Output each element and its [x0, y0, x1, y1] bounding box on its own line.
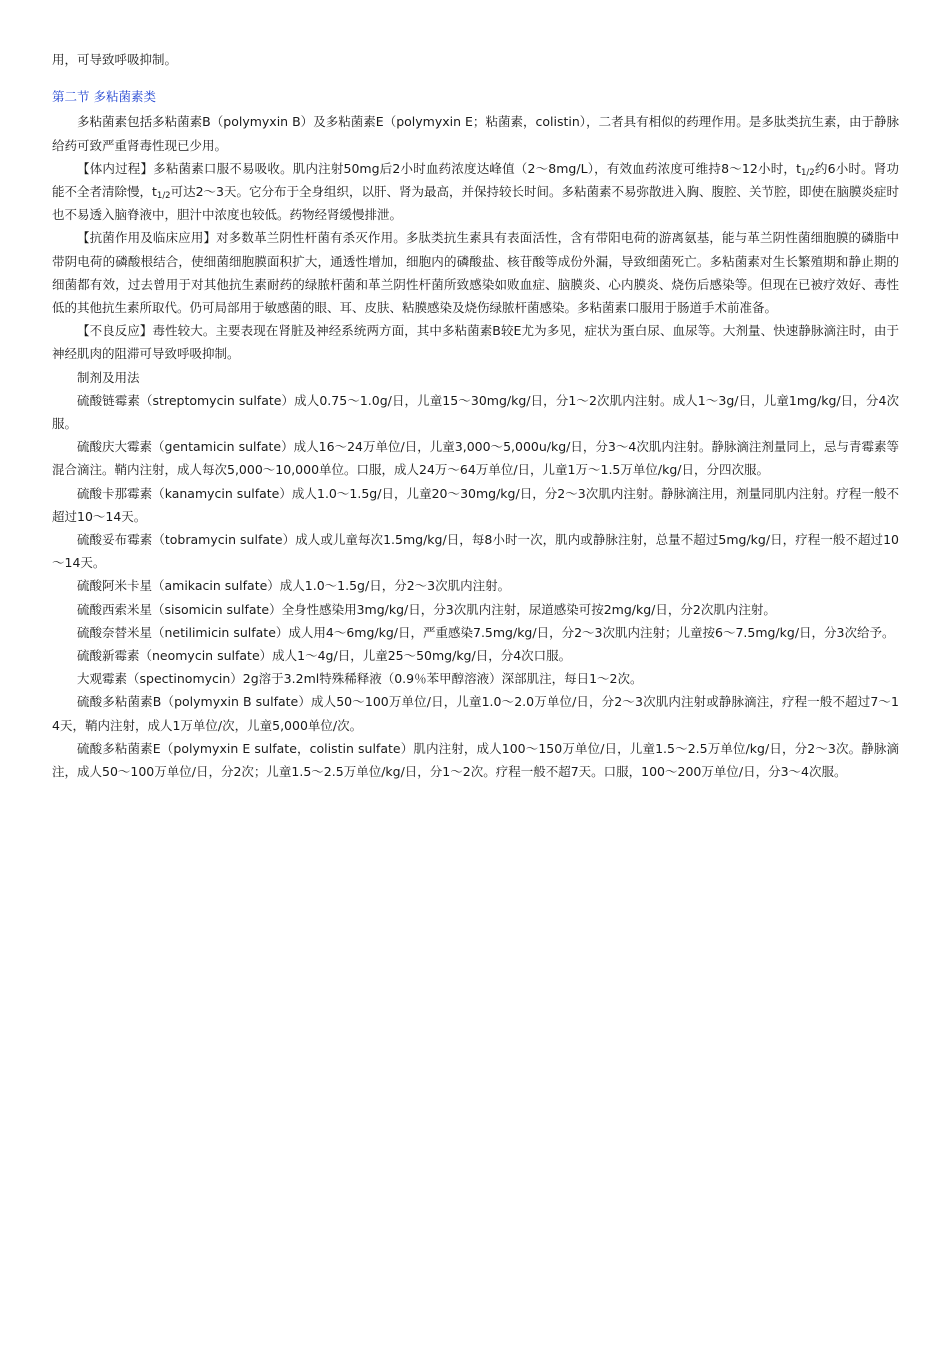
preparation-item: 硫酸庆大霉素（gentamicin sulfate）成人16～24万单位/日，儿童3,000～5,000u/kg/日，分3～4次肌内注射。静脉滴注剂量同上，忌与青霉素等混合滴注。鞘内注射，成人每次5,000～10,000单位。口服，成人24万～64万单位/日，儿童1万～1.5万单位/kg/日，分四次服。 [52, 439, 899, 478]
preparation-item: 硫酸妥布霉素（tobramycin sulfate）成人或儿童每次1.5mg/kg/日，每8小时一次，肌内或静脉注射，总量不超过5mg/kg/日，疗程一般不超过10～14天。 [52, 532, 899, 571]
preparation-item: 硫酸多粘菌素B（polymyxin B sulfate）成人50～100万单位/日，儿童1.0～2.0万单位/日，分2～3次肌内注射或静脉滴注，疗程一般不超过7～14天，鞘内注射，成人1万单位/次，儿童5,000单位/次。 [52, 694, 899, 733]
preparation-item: 硫酸西索米星（sisomicin sulfate）全身性感染用3mg/kg/日，分3次肌内注射，尿道感染可按2mg/kg/日，分2次肌内注射。 [77, 601, 776, 617]
half-life-subscript: 1/2 [156, 191, 171, 202]
pharmacokinetics-text-3: 可达2～3天。它分布于全身组织，以肝、肾为最高，并保持较长时间。多粘菌素不易弥散进入胸、腹腔、关节腔，即使在脑膜炎症时也不易透入脑脊液中，胆汁中浓度也较低。药物经肾缓慢排泄。 [52, 184, 900, 223]
adverse-text: 毒性较大。主要表现在肾脏及神经系统两方面，其中多粘菌素B较E尤为多见，症状为蛋白尿、血尿等。大剂量、快速静脉滴注时，由于神经肌肉的阻滞可导致呼吸抑制。 [52, 323, 899, 362]
pharmacokinetics-text-1: 多粘菌素口服不易吸收。肌内注射50mg后2小时血药浓度达峰值（2～8mg/L），有效血药浓度可维持8～12小时，t [153, 160, 801, 176]
antibacterial-label: 【抗菌作用及临床应用】 [77, 230, 217, 246]
preparation-item: 硫酸链霉素（streptomycin sulfate）成人0.75～1.0g/日，儿童15～30mg/kg/日，分1～2次肌内注射。成人1～3g/日，儿童1mg/kg/日，分4次服。 [52, 392, 899, 432]
preparation-item: 硫酸卡那霉素（kanamycin sulfate）成人1.0～1.5g/日，儿童20～30mg/kg/日，分2～3次肌内注射。静脉滴注用，剂量同肌内注射。疗程一般不超过10～14天。 [52, 485, 899, 524]
adverse-paragraph [52, 319, 899, 365]
pharmacokinetics-label: 【体内过程】 [77, 160, 154, 176]
intro-paragraph: 多粘菌素包括多粘菌素B（polymyxin B）及多粘菌素E（polymyxin E；粘菌素，colistin），二者具有相似的药理作用。是多肽类抗生素，由于静脉给药可致严重肾毒性现已少用。 [52, 114, 899, 153]
antibacterial-paragraph [52, 226, 899, 319]
preparation-item: 硫酸多粘菌素E（polymyxin E sulfate，colistin sulfate）肌内注射，成人100～150万单位/日，儿童1.5～2.5万单位/kg/日，分2～3次。静脉滴注，成人50～100万单位/日，分2次；儿童1.5～2.5万单位/kg/日，分1～2次。疗程一般不超7天。口服，100～200万单位/日，分3～4次服。 [52, 740, 899, 780]
preparation-item: 硫酸奈替米星（netilimicin sulfate）成人用4～6mg/kg/日，严重感染7.5mg/kg/日，分2～3次肌内注射；儿童按6～7.5mg/kg/日，分3次给予。 [77, 624, 895, 640]
half-life-subscript: 1/2 [801, 167, 815, 178]
pharmacokinetics-text-2: 约6小时。肾功能不全者清除慢，t [52, 160, 899, 200]
pharmacokinetics-paragraph [52, 157, 899, 227]
adverse-label: 【不良反应】 [77, 323, 153, 339]
preparation-item: 硫酸阿米卡星（amikacin sulfate）成人1.0～1.5g/日，分2～3次肌内注射。 [77, 578, 511, 594]
preparation-item: 大观霉素（spectinomycin）2g溶于3.2ml特殊稀释液（0.9％苯甲醇溶液）深部肌注，每日1～2次。 [77, 671, 643, 687]
dosage-heading: 制剂及用法 [77, 369, 140, 385]
antibacterial-text: 对多数革兰阴性杆菌有杀灭作用。多肽类抗生素具有表面活性，含有带阳电荷的游离氨基，能与革兰阴性菌细胞膜的磷脂中带阴电荷的磷酸根结合，使细菌细胞膜面积扩大，通透性增加，细胞内的磷酸盐、核苷酸等成份外漏，导致细菌死亡。多粘菌素对生长繁殖期和静止期的细菌都有效，过去曾用于对其他抗生素耐药的绿脓杆菌和革兰阴性杆菌所致感染如败血症、脑膜炎、心内膜炎、烧伤后感染等。但现在已被疗效好、毒性低的其他抗生素所取代。仍可局部用于敏感菌的眼、耳、皮肤、粘膜感染及烧伤绿脓杆菌感染。多粘菌素口服用于肠道手术前准备。 [52, 230, 899, 316]
continuation-text: 用，可导致呼吸抑制。 [52, 52, 178, 67]
section-title: 第二节 多粘菌素类 [52, 89, 156, 105]
preparation-item: 硫酸新霉素（neomycin sulfate）成人1～4g/日，儿童25～50mg/kg/日，分4次口服。 [77, 648, 572, 664]
